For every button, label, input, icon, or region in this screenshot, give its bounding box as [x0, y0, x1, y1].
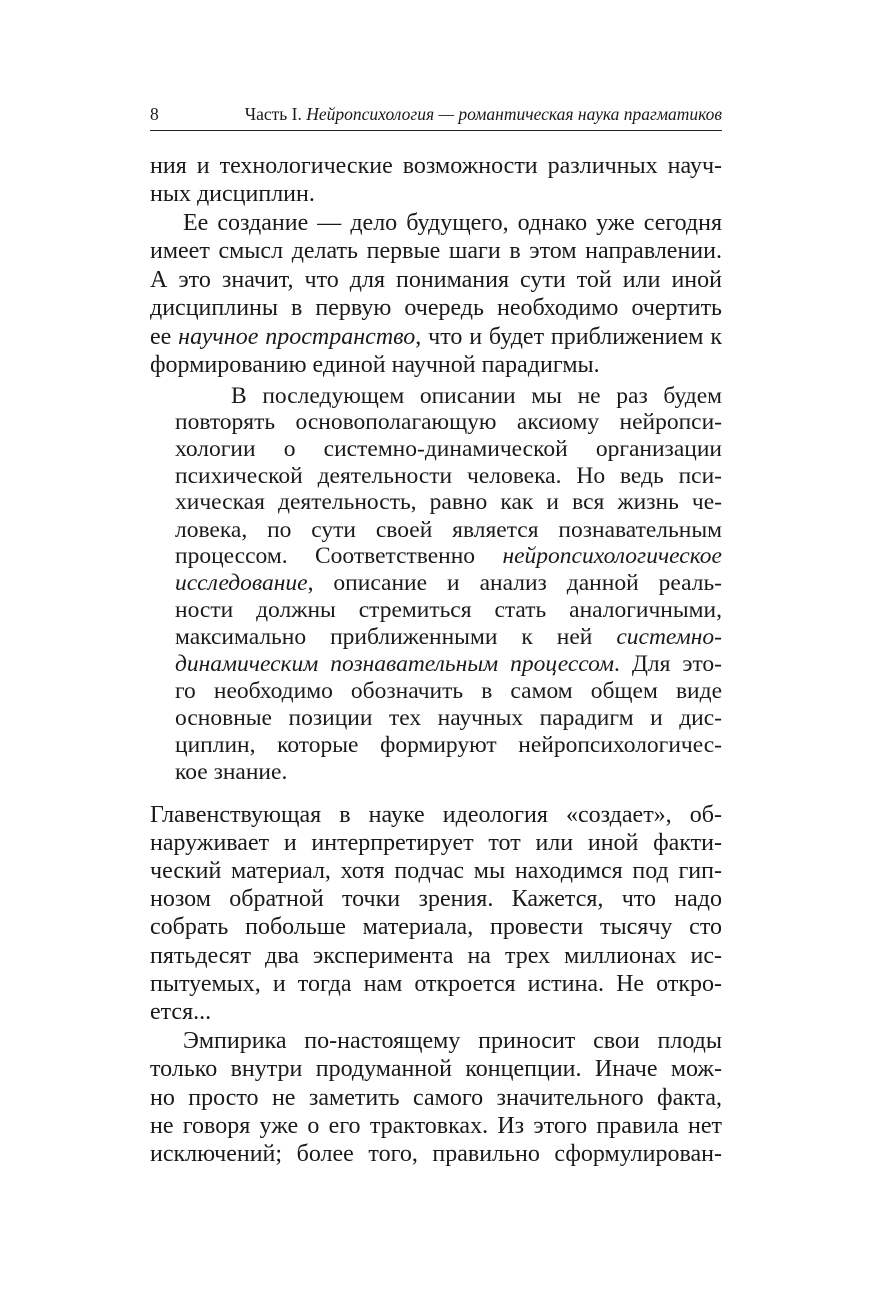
text-line: [150, 913, 722, 941]
text-segment: , что и будет приближением к: [415, 324, 723, 350]
text-line: [150, 351, 722, 379]
text-segment: ется...: [150, 999, 212, 1025]
text-line: [150, 294, 722, 322]
text-line: [175, 704, 722, 732]
text-segment: , описание и анализ данной реаль-: [307, 570, 722, 596]
running-header: [150, 100, 722, 131]
text-segment: но просто не заметить самого значительного факта,: [150, 1085, 722, 1111]
text-line: [175, 731, 722, 759]
italic-text: научное пространство: [178, 324, 416, 350]
text-segment: Эмпирика по-настоящему приносит свои плоды: [183, 1028, 722, 1054]
text-line: [175, 408, 722, 436]
text-segment: ния и технологические возможности различных науч-: [150, 153, 722, 179]
text-line: [150, 1055, 722, 1083]
text-segment: Главенствующая в науке идеология «создает», об-: [150, 802, 722, 828]
text-line: [150, 829, 722, 857]
text-line: [175, 758, 722, 786]
text-line: [150, 801, 722, 829]
text-segment: имеет смысл делать первые шаги в этом направлении.: [150, 238, 722, 264]
text-line: [150, 152, 722, 180]
text-segment: ее: [150, 324, 179, 350]
italic-text: исследование: [175, 570, 308, 596]
text-segment: только внутри продуманной концепции. Иначе мож-: [150, 1056, 722, 1082]
text-segment: хологии о системно-динамической организации: [175, 436, 722, 462]
text-line: [150, 1084, 722, 1112]
header-title-italic: Нейропсихология — романтическая наука прагматиков: [306, 104, 722, 124]
text-line: [175, 623, 722, 651]
text-line: [175, 650, 722, 678]
italic-text: системно-: [616, 624, 722, 650]
text-segment: циплин, которые формируют нейропсихологичес-: [175, 732, 722, 758]
text-line: [175, 488, 722, 516]
text-segment: А это значит, что для понимания сути той или иной: [150, 267, 722, 293]
text-segment: ловека, по сути своей является познавательным: [175, 517, 722, 543]
text-segment: максимально приближенными к ней: [175, 624, 617, 650]
text-line: [175, 542, 722, 570]
text-segment: дисциплины в первую очередь необходимо очертить: [150, 295, 722, 321]
text-segment: хическая деятельность, равно как и вся жизнь че-: [175, 489, 722, 515]
text-segment: собрать побольше материала, провести тысячу сто: [150, 914, 722, 940]
text-line: [150, 266, 722, 294]
text-segment: исключений; более того, правильно сформулирован-: [150, 1141, 722, 1167]
text-line: [150, 857, 722, 885]
page-number: 8: [150, 104, 159, 124]
text-line: [231, 382, 722, 410]
text-segment: ных дисциплин.: [150, 181, 315, 207]
text-segment: основные позиции тех научных парадигм и дис-: [175, 705, 722, 731]
italic-text: динамическим познавательным процессом: [175, 651, 614, 677]
text-line: [150, 942, 722, 970]
text-line: [150, 1112, 722, 1140]
text-segment: . Для это-: [613, 651, 722, 677]
text-segment: пятьдесят два эксперимента на трех миллионах ис-: [150, 943, 722, 969]
italic-text: нейропсихологическое: [502, 543, 722, 569]
text-line: [150, 237, 722, 265]
text-segment: кое знание.: [175, 759, 288, 785]
text-line: [150, 1140, 722, 1168]
text-segment: формированию единой научной парадигмы.: [150, 352, 600, 378]
text-line: [150, 885, 722, 913]
text-segment: ческий материал, хотя подчас мы находимся под гип-: [150, 858, 722, 884]
text-segment: процессом. Соответственно: [175, 543, 503, 569]
text-segment: не говоря уже о его трактовках. Из этого правила нет: [150, 1113, 722, 1139]
header-title: [245, 104, 722, 125]
text-line: [183, 1027, 722, 1055]
text-line: [175, 677, 722, 705]
text-line: [150, 970, 722, 998]
text-segment: наруживает и интерпретирует тот или иной факти-: [150, 830, 722, 856]
text-line: [150, 180, 722, 208]
text-line: [175, 569, 722, 597]
text-segment: нозом обратной точки зрения. Кажется, что надо: [150, 886, 722, 912]
text-segment: пытуемых, и тогда нам откроется истина. Не откро-: [150, 971, 722, 997]
header-part: Часть I.: [244, 104, 307, 124]
text-line: [175, 596, 722, 624]
text-segment: го необходимо обозначить в самом общем виде: [175, 678, 722, 704]
text-segment: ности должны стремиться стать аналогичными,: [175, 597, 722, 623]
text-line: [150, 323, 722, 351]
text-line: [175, 435, 722, 463]
text-segment: психической деятельности человека. Но ведь пси-: [175, 463, 722, 489]
text-line: [183, 209, 722, 237]
text-segment: Ее создание — дело будущего, однако уже сегодня: [183, 210, 722, 236]
text-line: [175, 516, 722, 544]
text-line: [175, 462, 722, 490]
text-segment: повторять основополагающую аксиому нейропси-: [175, 409, 722, 435]
text-segment: В последующем описании мы не раз будем: [231, 383, 722, 409]
text-line: [150, 998, 722, 1026]
